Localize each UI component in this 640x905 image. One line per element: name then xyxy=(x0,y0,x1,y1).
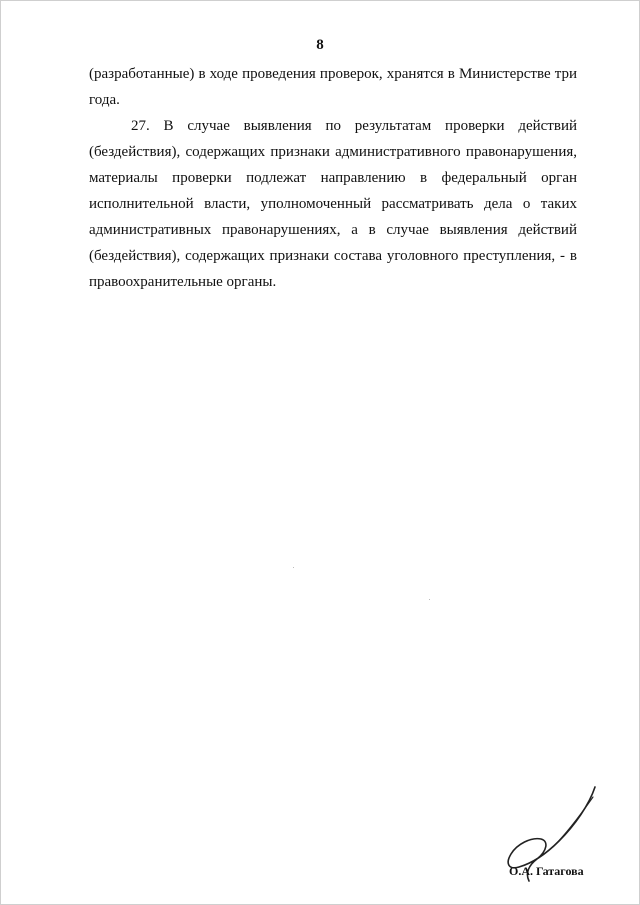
scan-speck xyxy=(429,599,430,600)
signer-name: О.А. Гатагова xyxy=(509,864,584,878)
scan-speck xyxy=(293,567,294,568)
paragraph-continuation: (разработанные) в ходе проведения проверок, хранятся в Министерстве три года. xyxy=(89,66,577,108)
page-number: 8 xyxy=(316,37,324,53)
paragraph-27: 27. В случае выявления по результатам проверки действий (бездействия), содержащих признаки административного правонарушения, материалы проверки подлежат направлению в федеральный орган исполнительной власти, уполномоченный рассматривать дела о таких административных правонарушениях, а в случае выявления действий (бездействия), содержащих признаки состава уголовного преступления, - в правоохранительные органы. xyxy=(89,118,577,290)
